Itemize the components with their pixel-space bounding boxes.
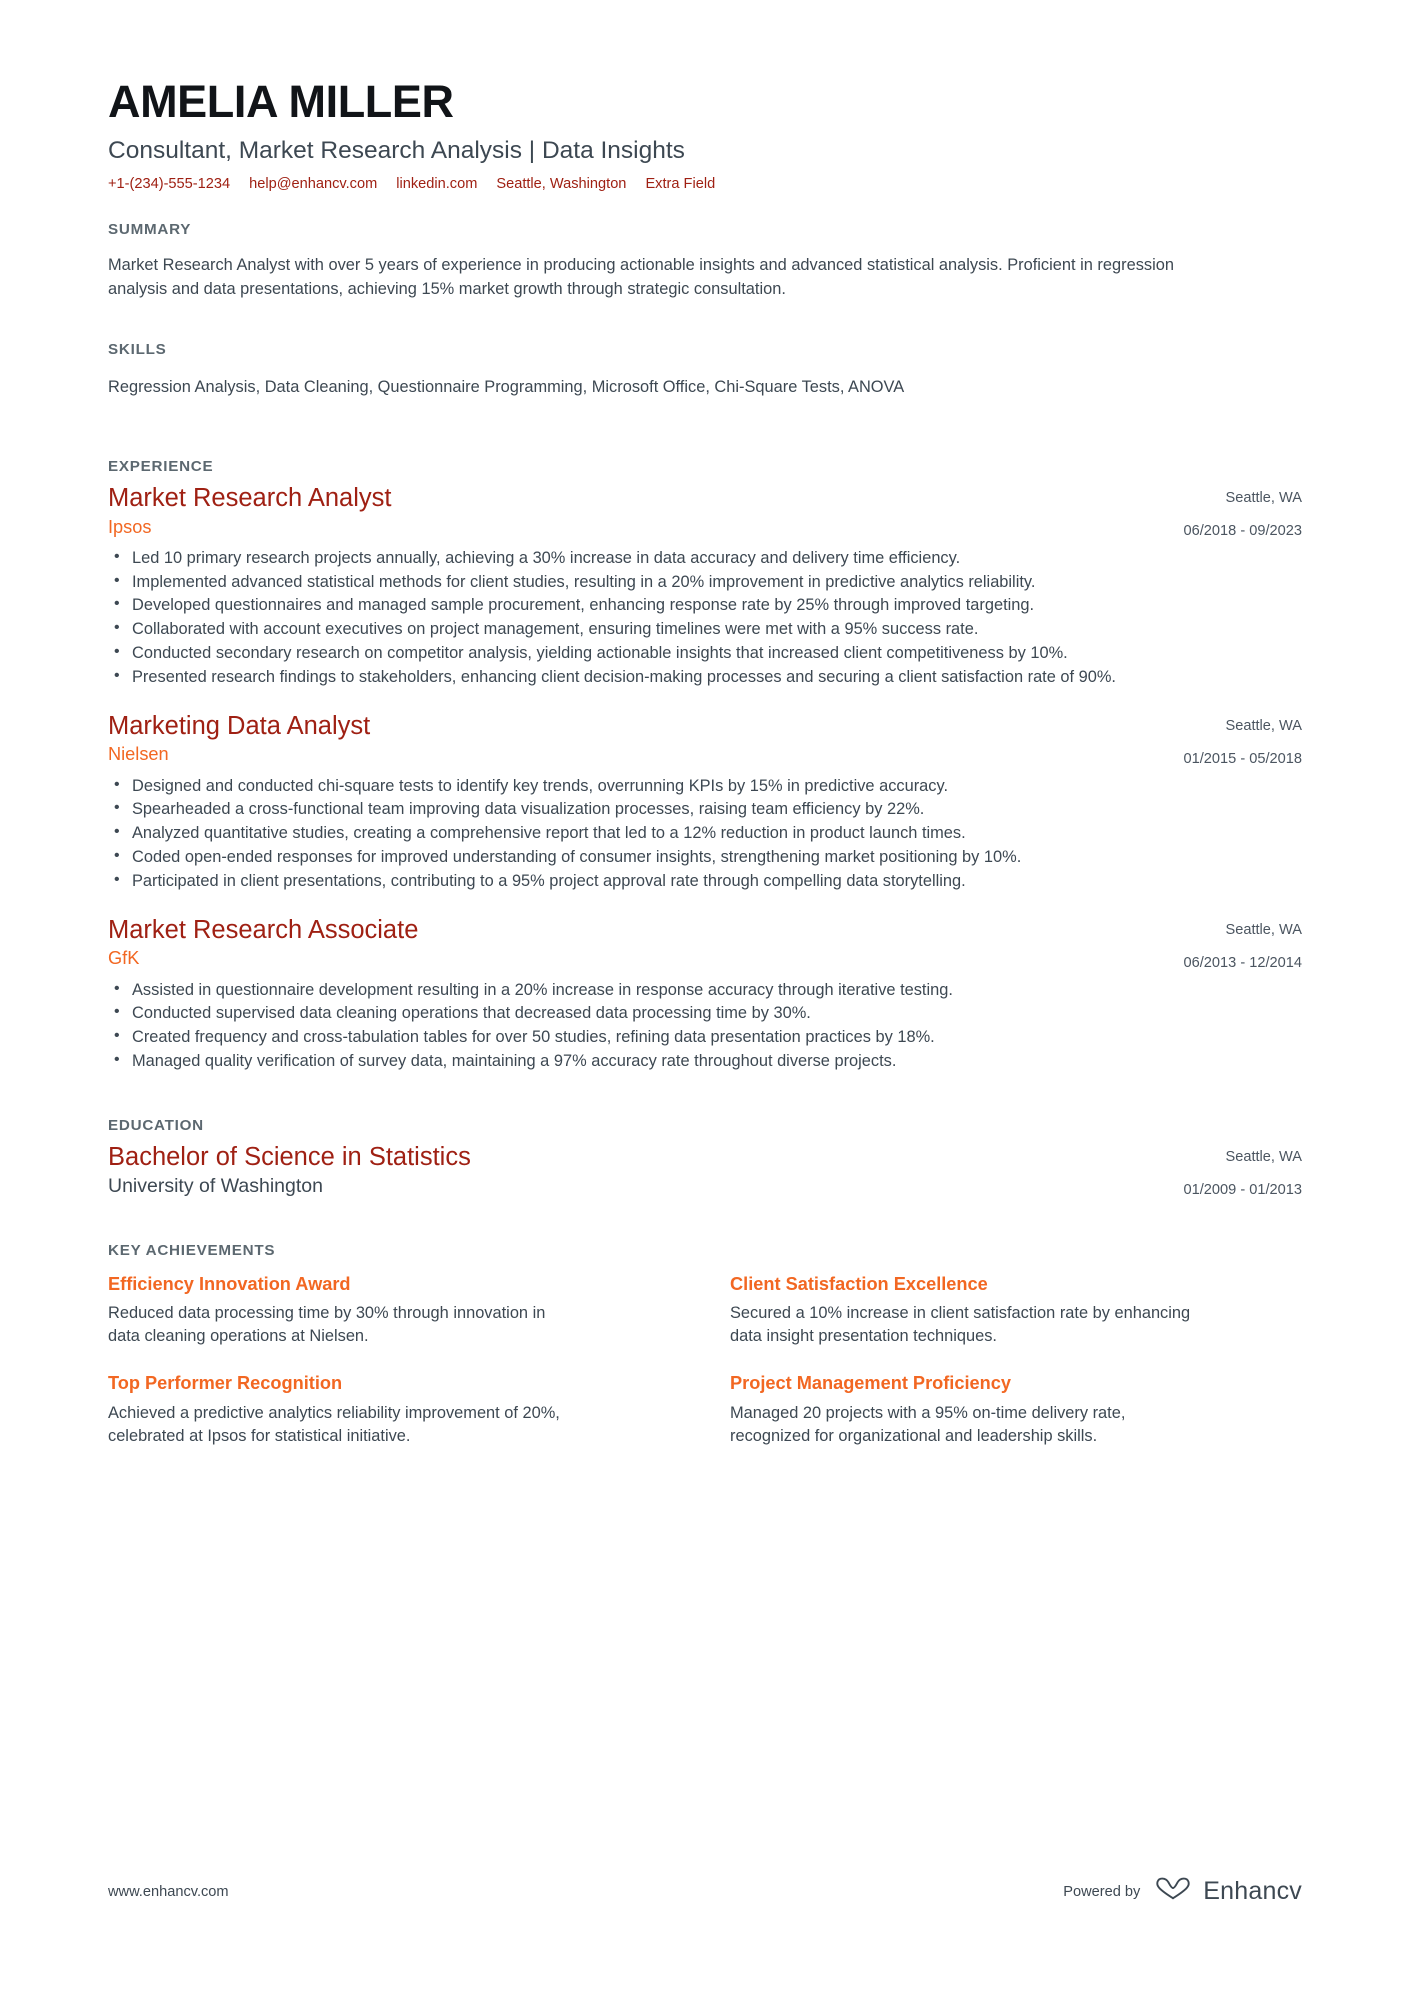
achievement-description: Managed 20 projects with a 95% on-time delivery rate, recognized for organizational and leadership skills.: [730, 1404, 1126, 1446]
achievement-description: Reduced data processing time by 30% through innovation in data cleaning operations at Nielsen.: [108, 1304, 546, 1346]
achievement-description: Achieved a predictive analytics reliability improvement of 20%, celebrated at Ipsos for statistical initiative.: [108, 1404, 560, 1446]
skills-list: Regression Analysis, Data Cleaning, Questionnaire Programming, Microsoft Office, Chi-Square Tests, ANOVA: [108, 378, 905, 397]
list-item: • Spearheaded a cross-functional team improving data visualization processes, raising team efficiency by 22%.: [108, 798, 1288, 821]
list-item: • Conducted supervised data cleaning operations that decreased data processing time by 30%.: [108, 1002, 1288, 1025]
experience-entry: [108, 915, 1302, 1073]
enhancv-infinity-heart-logo-icon: [1154, 1876, 1192, 1907]
section-experience: [108, 458, 1302, 1073]
list-item: • Coded open-ended responses for improved understanding of consumer insights, strengthening market positioning by 10%.: [108, 846, 1288, 869]
experience-company: GfK: [108, 948, 140, 969]
experience-bullets: [108, 775, 1302, 893]
experience-location: Seattle, WA: [1225, 717, 1302, 734]
section-summary: [108, 221, 1302, 301]
experience-dates: 06/2013 - 12/2014: [1183, 954, 1302, 971]
list-item: • Participated in client presentations, contributing to a 95% project approval rate through compelling data storytelling.: [108, 870, 1288, 893]
experience-entry-identity: [108, 483, 1160, 538]
resume-header: [108, 78, 1302, 195]
achievement-item: [730, 1273, 1302, 1349]
headline-job-title: Consultant, Market Research Analysis | Data Insights: [108, 136, 685, 164]
education-entry: [108, 1142, 1302, 1200]
contact-row: [108, 175, 1302, 195]
experience-entry-meta: [1160, 915, 1302, 973]
achievement-description: Secured a 10% increase in client satisfaction rate by enhancing data insight presentation techniques.: [730, 1304, 1191, 1346]
achievement-title: Efficiency Innovation Award: [108, 1273, 351, 1294]
section-achievements: [108, 1242, 1302, 1448]
achievement-item: [730, 1372, 1302, 1448]
experience-entry: [108, 483, 1302, 689]
list-item: • Analyzed quantitative studies, creating a comprehensive report that led to a 12% reduction in product launch times.: [108, 822, 1288, 845]
achievement-title: Top Performer Recognition: [108, 1373, 343, 1394]
education-dates: 01/2009 - 01/2013: [1183, 1181, 1302, 1198]
education-entry-identity: [108, 1142, 1160, 1199]
experience-dates: 06/2018 - 09/2023: [1183, 522, 1302, 539]
experience-bullets: [108, 547, 1302, 689]
education-school: University of Washington: [108, 1175, 323, 1198]
section-title-experience: EXPERIENCE: [108, 457, 214, 475]
list-item: • Developed questionnaires and managed sample procurement, enhancing response rate by 25% through improved targeting.: [108, 594, 1288, 617]
experience-entry-header: [108, 915, 1302, 973]
list-item: • Conducted secondary research on competitor analysis, yielding actionable insights that increased client competitiveness by 10%.: [108, 642, 1288, 665]
contact-location[interactable]: Seattle, Washington: [496, 176, 627, 193]
achievement-title: Client Satisfaction Excellence: [730, 1273, 988, 1294]
experience-role: Market Research Analyst: [108, 483, 392, 512]
summary-text: Market Research Analyst with over 5 years of experience in producing actionable insights and advanced statistical analysis. Proficient in regression analysis and data presentations, achieving 15% market growth through strategic consultation.: [108, 255, 1174, 298]
education-location: Seattle, WA: [1225, 1148, 1302, 1165]
section-education: [108, 1117, 1302, 1200]
experience-entry-identity: [108, 711, 1160, 766]
powered-by-label: Powered by: [1063, 1883, 1141, 1900]
achievement-item: [108, 1372, 680, 1448]
footer-url[interactable]: www.enhancv.com: [108, 1883, 229, 1900]
education-entry-header: [108, 1142, 1302, 1200]
list-item: • Implemented advanced statistical methods for client studies, resulting in a 20% improvement in predictive analytics reliability.: [108, 571, 1288, 594]
achievements-grid: [108, 1273, 1302, 1448]
experience-company: Nielsen: [108, 744, 169, 765]
enhancv-brand-name: Enhancv: [1203, 1877, 1302, 1905]
education-degree: Bachelor of Science in Statistics: [108, 1142, 471, 1171]
experience-role: Marketing Data Analyst: [108, 711, 371, 740]
section-title-achievements: KEY ACHIEVEMENTS: [108, 1241, 276, 1259]
experience-bullets: [108, 979, 1302, 1073]
contact-linkedin[interactable]: linkedin.com: [396, 176, 478, 193]
list-item: • Presented research findings to stakeholders, enhancing client decision-making processes and securing a client satisfaction rate of 90%.: [108, 666, 1288, 689]
footer-brand: [1063, 1876, 1302, 1907]
section-skills: [108, 341, 1302, 400]
list-item: • Created frequency and cross-tabulation tables for over 50 studies, refining data presentation practices by 18%.: [108, 1026, 1288, 1049]
resume-footer: [108, 1876, 1302, 1907]
experience-entry-header: [108, 711, 1302, 769]
section-title-education: EDUCATION: [108, 1116, 204, 1134]
experience-entry-meta: [1160, 711, 1302, 769]
experience-dates: 01/2015 - 05/2018: [1183, 750, 1302, 767]
contact-phone[interactable]: +1-(234)-555-1234: [108, 176, 231, 193]
enhancv-brand-lockup: [1154, 1876, 1302, 1907]
list-item: • Led 10 primary research projects annually, achieving a 30% increase in data accuracy and delivery time efficiency.: [108, 547, 1288, 570]
experience-entry-meta: [1160, 483, 1302, 541]
experience-entry-header: [108, 483, 1302, 541]
experience-location: Seattle, WA: [1225, 489, 1302, 506]
section-title-summary: SUMMARY: [108, 220, 192, 238]
experience-entry: [108, 711, 1302, 893]
contact-email[interactable]: help@enhancv.com: [249, 176, 378, 193]
list-item: • Managed quality verification of survey data, maintaining a 97% accuracy rate throughout diverse projects.: [108, 1050, 1288, 1073]
list-item: • Designed and conducted chi-square tests to identify key trends, overrunning KPIs by 15% in predictive accuracy.: [108, 775, 1288, 798]
experience-role: Market Research Associate: [108, 915, 419, 944]
achievement-title: Project Management Proficiency: [730, 1373, 1011, 1394]
experience-location: Seattle, WA: [1225, 921, 1302, 938]
contact-extra-field[interactable]: Extra Field: [645, 176, 716, 193]
achievement-item: [108, 1273, 680, 1349]
page-title: AMELIA MILLER: [108, 76, 454, 127]
experience-company: Ipsos: [108, 516, 152, 537]
list-item: • Assisted in questionnaire development resulting in a 20% increase in response accuracy through iterative testing.: [108, 979, 1288, 1002]
list-item: • Collaborated with account executives on project management, ensuring timelines were met with a 95% success rate.: [108, 618, 1288, 641]
experience-entry-identity: [108, 915, 1160, 970]
education-entry-meta: [1160, 1142, 1302, 1200]
section-title-skills: SKILLS: [108, 341, 167, 359]
